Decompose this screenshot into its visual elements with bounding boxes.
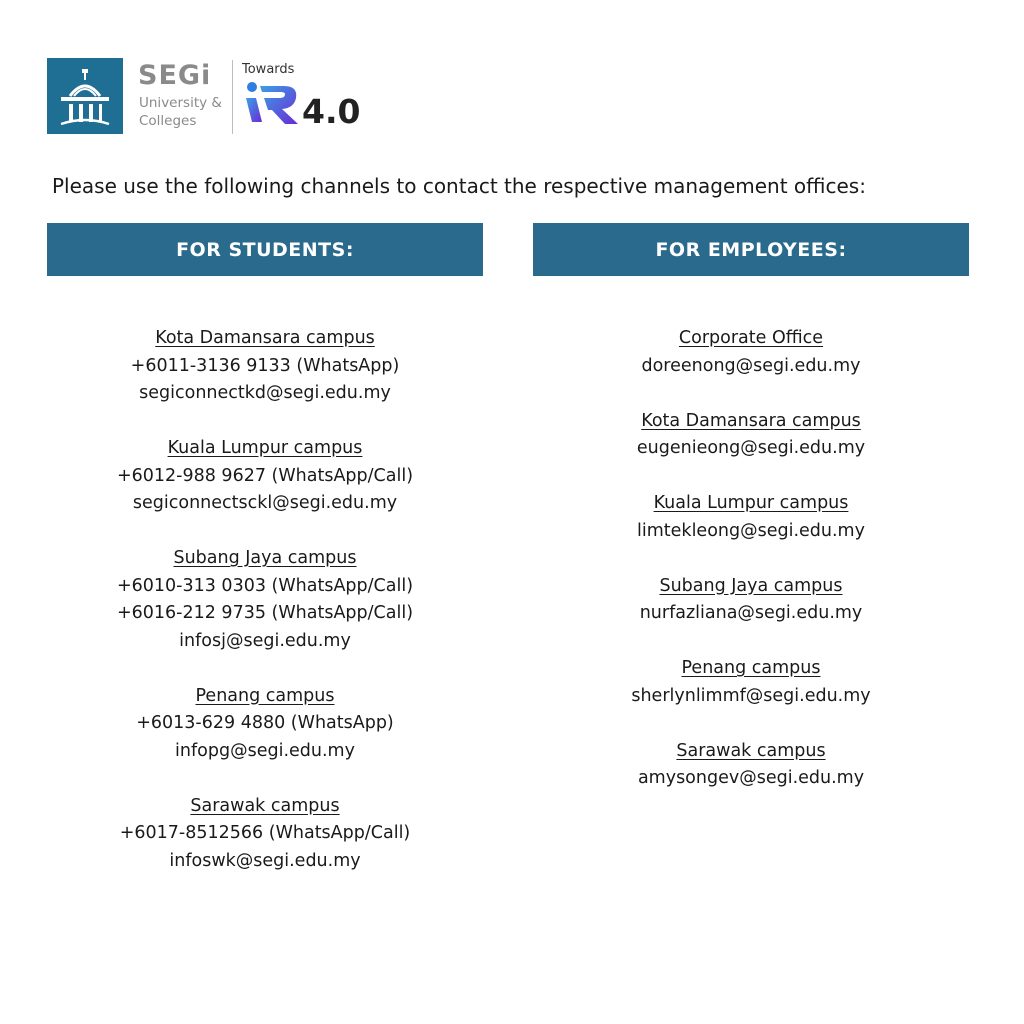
campus-name: Subang Jaya campus: [659, 575, 843, 596]
contact-entry: [533, 490, 969, 545]
contact-entry: [533, 655, 969, 710]
students-heading: FOR STUDENTS:: [47, 223, 483, 276]
employees-heading: FOR EMPLOYEES:: [533, 223, 969, 276]
contact-phone: +6013-629 4880 (WhatsApp): [136, 713, 394, 733]
contact-entry: [47, 325, 483, 408]
contact-entry: [47, 793, 483, 876]
campus-name: Kota Damansara campus: [155, 328, 375, 348]
contact-email: nurfazliana@segi.edu.my: [639, 603, 863, 623]
logo-header: [47, 58, 377, 136]
ir40-logo-icon: [242, 78, 360, 130]
logo-divider: [232, 60, 233, 134]
office-name: Corporate Office: [678, 328, 824, 348]
campus-name: Kuala Lumpur campus: [653, 493, 849, 513]
contact-entry: [533, 738, 969, 793]
campus-name: Kota Damansara campus: [641, 410, 861, 431]
students-contact-list: [47, 325, 483, 903]
campus-name: Subang Jaya campus: [173, 548, 357, 568]
contact-entry: [47, 683, 483, 766]
contact-phone: +6012-988 9627 (WhatsApp/Call): [116, 465, 414, 486]
contact-email: eugenieong@segi.edu.my: [636, 438, 866, 458]
campus-name: Sarawak campus: [190, 795, 340, 816]
campus-name: Sarawak campus: [676, 740, 826, 761]
contact-phone: +6016-212 9735 (WhatsApp/Call): [116, 603, 414, 623]
contact-entry: [533, 325, 969, 380]
contact-entry: [533, 408, 969, 463]
campus-name: Kuala Lumpur campus: [167, 438, 363, 458]
contact-email: segiconnectsckl@segi.edu.my: [132, 493, 398, 513]
contact-phone: +6011-3136 9133 (WhatsApp): [130, 355, 400, 376]
campus-name: Penang campus: [195, 685, 335, 706]
contact-email: sherlynlimmf@segi.edu.my: [631, 685, 871, 706]
towards-label: Towards: [242, 62, 295, 77]
campus-name: Penang campus: [681, 658, 821, 678]
svg-text:4.0: 4.0: [302, 92, 360, 130]
contact-entry: [47, 545, 483, 655]
contact-email: infopg@segi.edu.my: [175, 740, 355, 761]
contact-email: amysongev@segi.edu.my: [637, 768, 865, 788]
contact-entry: [533, 573, 969, 628]
contact-phone: +6017-8512566 (WhatsApp/Call): [119, 823, 411, 843]
intro-text: Please use the following channels to contact the respective management offices:: [52, 174, 866, 198]
contact-phone: +6010-313 0303 (WhatsApp/Call): [116, 575, 414, 596]
contact-email: infosj@segi.edu.my: [179, 630, 351, 651]
brand-name: SEGi: [138, 60, 212, 91]
brand-subtitle-line1: University &: [139, 95, 222, 111]
employees-contact-list: [533, 325, 969, 820]
contact-email: segiconnectkd@segi.edu.my: [139, 383, 391, 403]
contact-email: doreenong@segi.edu.my: [641, 355, 861, 376]
contact-email: infoswk@segi.edu.my: [169, 850, 361, 871]
brand-subtitle-line2: Colleges: [139, 113, 197, 129]
contact-email: limtekleong@segi.edu.my: [637, 520, 865, 541]
segi-crest-icon: [47, 58, 123, 134]
contact-entry: [47, 435, 483, 518]
